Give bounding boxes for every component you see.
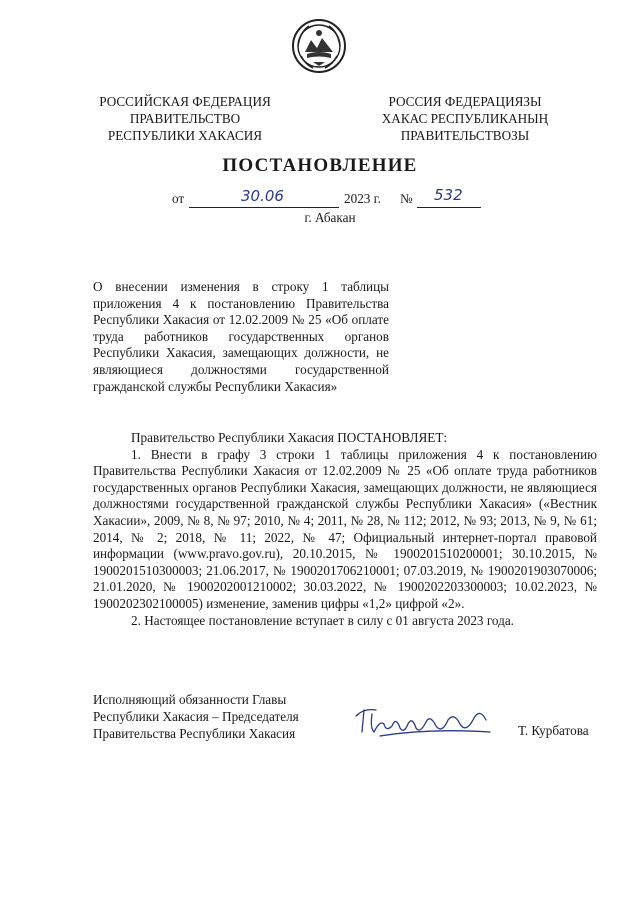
date-prefix: от [172, 191, 185, 206]
year-text: 2023 г. [344, 191, 381, 206]
header-right-kjh: РОССИЯ ФЕДЕРАЦИЯЗЫ ХАКАС РЕСПУБЛИКАНЫҢ ПРАВИТЕЛЬСТВОЗЫ [381, 94, 549, 143]
item-1: 1. Внести в графу 3 строки 1 таблицы приложения 4 к постановлению Правительства Республики Хакасия от 12.02.2009 № 25 «Об оплате труда работников государственных органов Республики Хакасия, замещающих должности, не являющиеся должностями государственной гражданской службы Республики Хакасия» («Вестник Хакасии», 2009, № 8, № 97; 2010, № 4; 2011, № 28, № 112; 2012, № 93; 2013, № 9, № 61; 2014, № 2; 2018, № 11; 2022, № 47; Официальный интернет-портал правовой информации (www.pravo.gov.ru), 20.10.2015, № 1900201510200001; 30.10.2015, № 1900201510300003; 21.06.2017, № 1900201706210001; 07.03.2019, № 1900201903070006; 21.01.2020, № 1900202001210002; 30.03.2022, № 1900202203300003; 10.02.2023, № 1900202302100005) изменение, заменив цифры «1,2» цифрой «2». [93, 446, 597, 611]
number-handwritten: 532 [434, 186, 463, 204]
handwritten-signature [350, 698, 500, 740]
document-title: ПОСТАНОВЛЕНИЕ [222, 155, 418, 176]
document-body [93, 430, 597, 629]
number-sign: № [400, 191, 413, 206]
signatory-position: Исполняющий обязанности Главы Республики Хакасия – Председателя Правительства Республики Хакасия [93, 692, 299, 741]
city: г. Абакан [304, 210, 356, 225]
header-left-ru: РОССИЙСКАЯ ФЕДЕРАЦИЯ ПРАВИТЕЛЬСТВО РЕСПУБЛИКИ ХАКАСИЯ [99, 94, 271, 143]
item-2: 2. Настоящее постановление вступает в силу с 01 августа 2023 года. [131, 612, 514, 628]
coat-of-arms-emblem [291, 18, 347, 74]
number-underline [417, 207, 481, 208]
date-handwritten: 30.06 [241, 187, 284, 205]
document-subject: О внесении изменения в строку 1 таблицы приложения 4 к постановлению Правительства Республики Хакасия от 12.02.2009 № 25 «Об оплате труда работников государственных органов Республики Хакасия, замещающих должности, не являющиеся должностями государственной гражданской службы Республики Хакасия» [93, 279, 389, 394]
date-underline [189, 207, 339, 208]
signatory-name: Т. Курбатова [518, 723, 589, 738]
preamble: Правительство Республики Хакасия ПОСТАНОВЛЯЕТ: [131, 430, 448, 445]
